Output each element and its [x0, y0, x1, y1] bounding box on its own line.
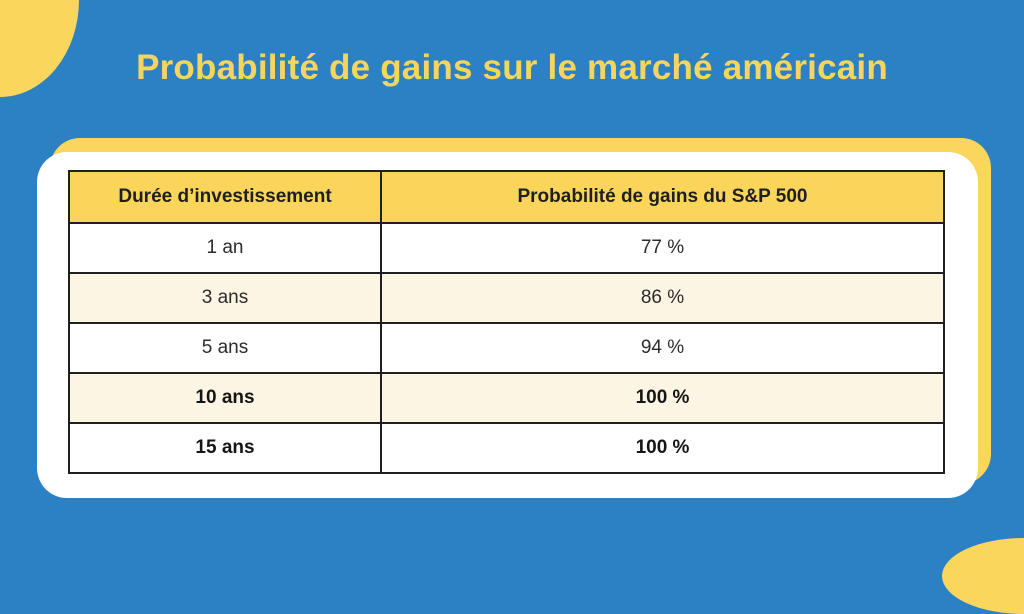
page-title: Probabilité de gains sur le marché américain	[136, 48, 888, 87]
table-row	[69, 323, 944, 373]
table-card	[37, 152, 978, 498]
cell-probability: 77 %	[381, 223, 944, 273]
cell-probability: 86 %	[381, 273, 944, 323]
card-white-panel	[37, 152, 978, 498]
cell-duration: 15 ans	[69, 423, 381, 473]
cell-duration: 3 ans	[69, 273, 381, 323]
table-row	[69, 223, 944, 273]
cell-duration: 10 ans	[69, 373, 381, 423]
cell-duration: 1 an	[69, 223, 381, 273]
gains-probability-table	[68, 170, 945, 474]
table-row	[69, 273, 944, 323]
table-row	[69, 373, 944, 423]
cell-probability: 94 %	[381, 323, 944, 373]
decorative-blob-bottom-right	[942, 538, 1024, 614]
cell-probability: 100 %	[381, 423, 944, 473]
column-header-duration: Durée d’investissement	[69, 171, 381, 223]
cell-probability: 100 %	[381, 373, 944, 423]
column-header-probability: Probabilité de gains du S&P 500	[381, 171, 944, 223]
table-header-row	[69, 171, 944, 223]
cell-duration: 5 ans	[69, 323, 381, 373]
table-row	[69, 423, 944, 473]
